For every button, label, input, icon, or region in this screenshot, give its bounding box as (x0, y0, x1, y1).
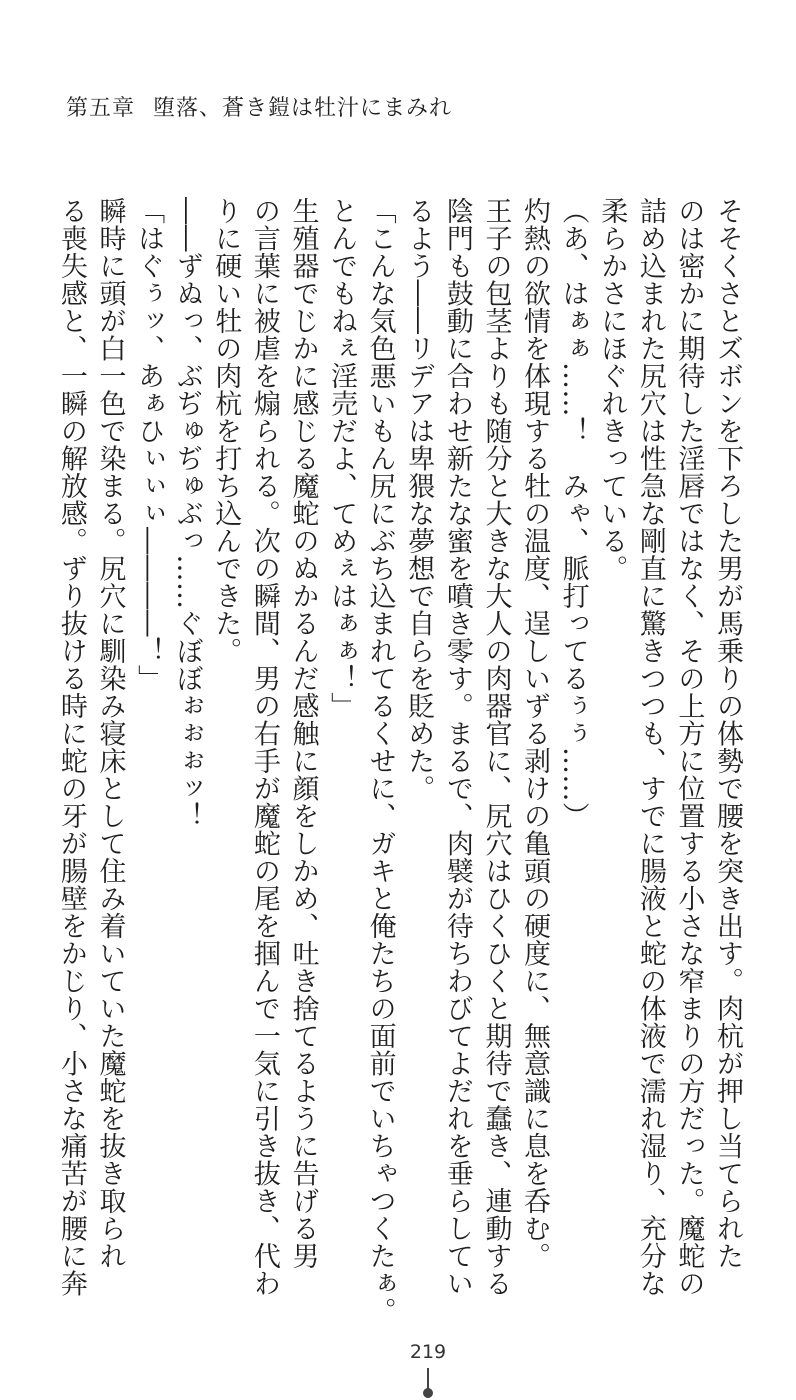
body-text (51, 197, 746, 1325)
text-line: 灼熱の欲情を体現する牡の温度、逞しいずる剥けの亀頭の硬度に、無意識に息を呑む。 (519, 197, 551, 1270)
text-line: 「こんな気色悪いもん尻にぶち込まれてるくせに、ガキと俺たちの面前でいちゃつくたぁ。 (364, 197, 396, 1325)
text-line: 詰め込まれた尻穴は性急な剛直に驚きつつも、すでに腸液と蛇の体液で濡れ湿り、充分な (634, 197, 666, 1297)
text-line: 柔らかさにほぐれきっている。 (596, 197, 628, 582)
text-line: のは密かに期待した淫唇ではなく、その上方に位置する小さな窄まりの方だった。魔蛇の (673, 197, 705, 1297)
chapter-title: 堕落、蒼き鎧は牡汁にまみれ (153, 96, 453, 121)
text-line: そそくさとズボンを下ろした男が馬乗りの体勢で腰を突き出す。肉杭が押し当てられた (712, 197, 743, 1270)
text-line: （あ、はぁぁ……！ みゃ、脈打ってるぅぅ……） (557, 197, 589, 830)
text-line: とんでもねぇ淫売だよ、てめぇはぁぁ！」 (326, 197, 358, 720)
text-line: 陰門も鼓動に合わせ新たな蜜を噴き零す。まるで、肉襞が待ちわびてよだれを垂らしてい (441, 197, 473, 1297)
text-line: る喪失感と、一瞬の解放感。ずり抜ける時に蛇の牙が腸壁をかじり、小さな痛苦が腰に奔 (55, 197, 87, 1297)
text-line: 王子の包茎よりも随分と大きな大人の肉器官に、尻穴はひくひくと期待で蠢き、連動する (480, 197, 512, 1297)
text-line: 瞬時に頭が白一色で染まる。尻穴に馴染み寝床として住み着いていた魔蛇を抜き取られ (94, 197, 126, 1270)
text-line: りに硬い牡の肉杭を打ち込んできた。 (210, 197, 242, 665)
text-line: ――ずぬっ、ぶぢゅぢゅぶっ……ぐぼぼぉぉぉッ！ (171, 197, 203, 830)
page-number: 219 (409, 1341, 447, 1363)
text-line: 生殖器でじかに感じる魔蛇のぬかるんだ感触に顔をしかめ、吐き捨てるように告げる男 (287, 197, 319, 1270)
page-marker-line (427, 1368, 429, 1390)
text-line: るよう――リデアは卑猥な夢想で自らを貶めた。 (403, 197, 435, 802)
text-line: 「はぐぅッ、あぁひぃぃぃ――――！」 (133, 197, 165, 692)
running-header (66, 95, 452, 123)
text-line: の言葉に被虐を煽られる。次の瞬間、男の右手が魔蛇の尾を掴んで一気に引き抜き、代わ (248, 197, 280, 1297)
chapter-label: 第五章 (66, 96, 136, 121)
